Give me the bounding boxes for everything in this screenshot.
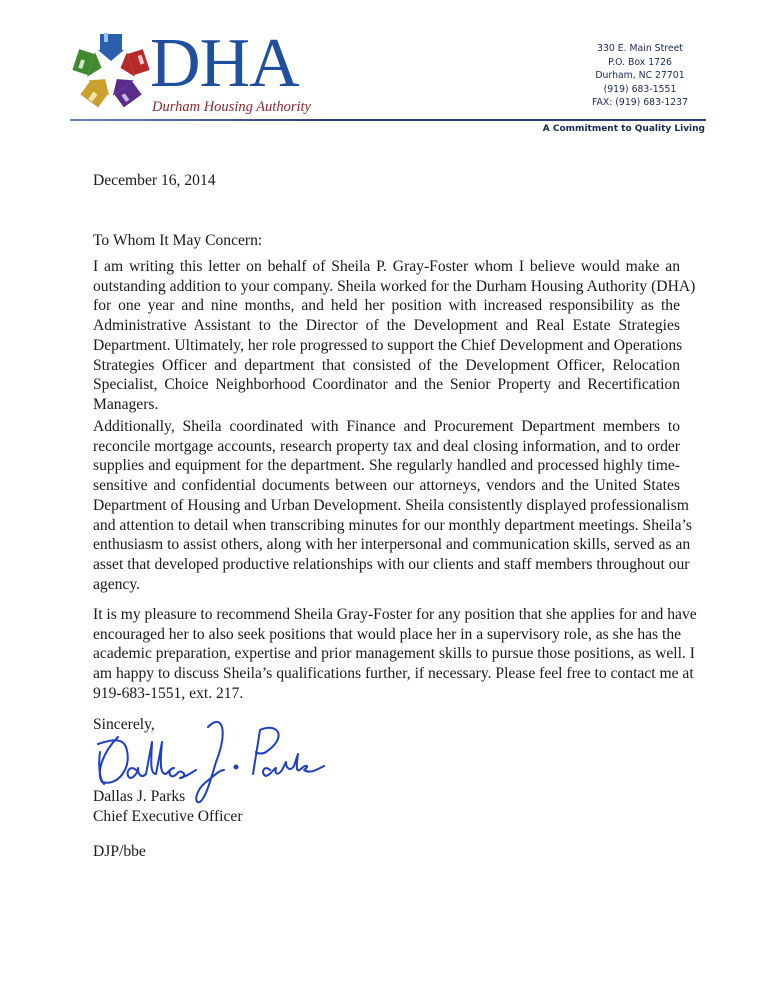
address-line: P.O. Box 1726: [608, 56, 672, 68]
typist-initials: DJP/bbe: [93, 843, 146, 860]
text-line: asset that developed productive relationships with our clients and staff members throughout our: [93, 555, 690, 573]
phone-line: (919) 683-1551: [603, 83, 677, 95]
text-line: supplies and equipment for the department. She regularly handled and processed highly time-: [93, 457, 680, 475]
paragraph-1: [93, 257, 696, 415]
letterhead-address: [575, 42, 705, 110]
paragraph-3: [93, 605, 697, 704]
text-line: Specialist, Choice Neighborhood Coordinator and the Senior Property and Recertification: [93, 376, 680, 394]
address-line: 330 E. Main Street: [597, 43, 683, 54]
text-line: sensitive and confidential documents between our attorneys, vendors and the United States: [93, 477, 680, 495]
text-line: 919-683-1551, ext. 217.: [93, 684, 244, 702]
signer-title: Chief Executive Officer: [93, 808, 243, 825]
logo-subtitle: Durham Housing Authority: [152, 99, 311, 115]
signer-name: Dallas J. Parks: [93, 788, 186, 805]
text-line: Strategies Officer and department that consisted of the Development Officer, Relocation: [93, 356, 680, 374]
text-line: outstanding addition to your company. Sheila worked for the Durham Housing Authority (DHA): [93, 277, 696, 295]
text-line: Additionally, Sheila coordinated with Finance and Procurement Department members to: [93, 418, 680, 435]
letterhead-divider: [70, 119, 706, 121]
text-line: Department. Ultimately, her role progressed to support the Chief Development and Operations: [93, 336, 683, 354]
fax-line: FAX: (919) 683-1237: [591, 97, 689, 109]
address-line: Durham, NC 27701: [595, 70, 685, 82]
text-line: Managers.: [93, 395, 159, 413]
text-line: enthusiasm to assist others, along with her interpersonal and communication skills, served as an: [93, 536, 691, 554]
paragraph-2: [93, 417, 692, 594]
text-line: I am writing this letter on behalf of Sheila P. Gray-Foster whom I believe would make an: [93, 258, 680, 275]
closing: Sincerely,: [93, 716, 155, 733]
text-line: am happy to discuss Sheila’s qualifications further, if necessary. Please feel free to contact me at: [93, 665, 694, 683]
tagline: A Commitment to Quality Living: [542, 124, 705, 134]
text-line: encouraged her to also seek positions that would place her in a supervisory role, as she has the: [93, 625, 682, 643]
text-line: and attention to detail when transcribing minutes for our monthly department meetings. Sheila’s: [93, 516, 692, 534]
salutation: To Whom It May Concern:: [93, 232, 263, 249]
logo-wordmark: DHA: [150, 25, 299, 102]
text-line: for one year and nine months, and held her position with increased responsibility as the: [93, 297, 680, 315]
text-line: It is my pleasure to recommend Sheila Gray-Foster for any position that she applies for and have: [93, 606, 697, 623]
text-line: reconcile mortgage accounts, research property tax and deal closing information, and to order: [93, 437, 680, 455]
dha-logo-houses-icon: [70, 30, 152, 112]
text-line: agency.: [93, 575, 141, 593]
text-line: Department of Housing and Urban Development. Sheila consistently displayed professionalism: [93, 496, 689, 514]
letter-date: December 16, 2014: [93, 172, 216, 189]
text-line: academic preparation, expertise and prior management skills to pursue those positions, as well. I: [93, 645, 695, 663]
text-line: Administrative Assistant to the Director of the Development and Real Estate Strategies: [93, 317, 680, 335]
